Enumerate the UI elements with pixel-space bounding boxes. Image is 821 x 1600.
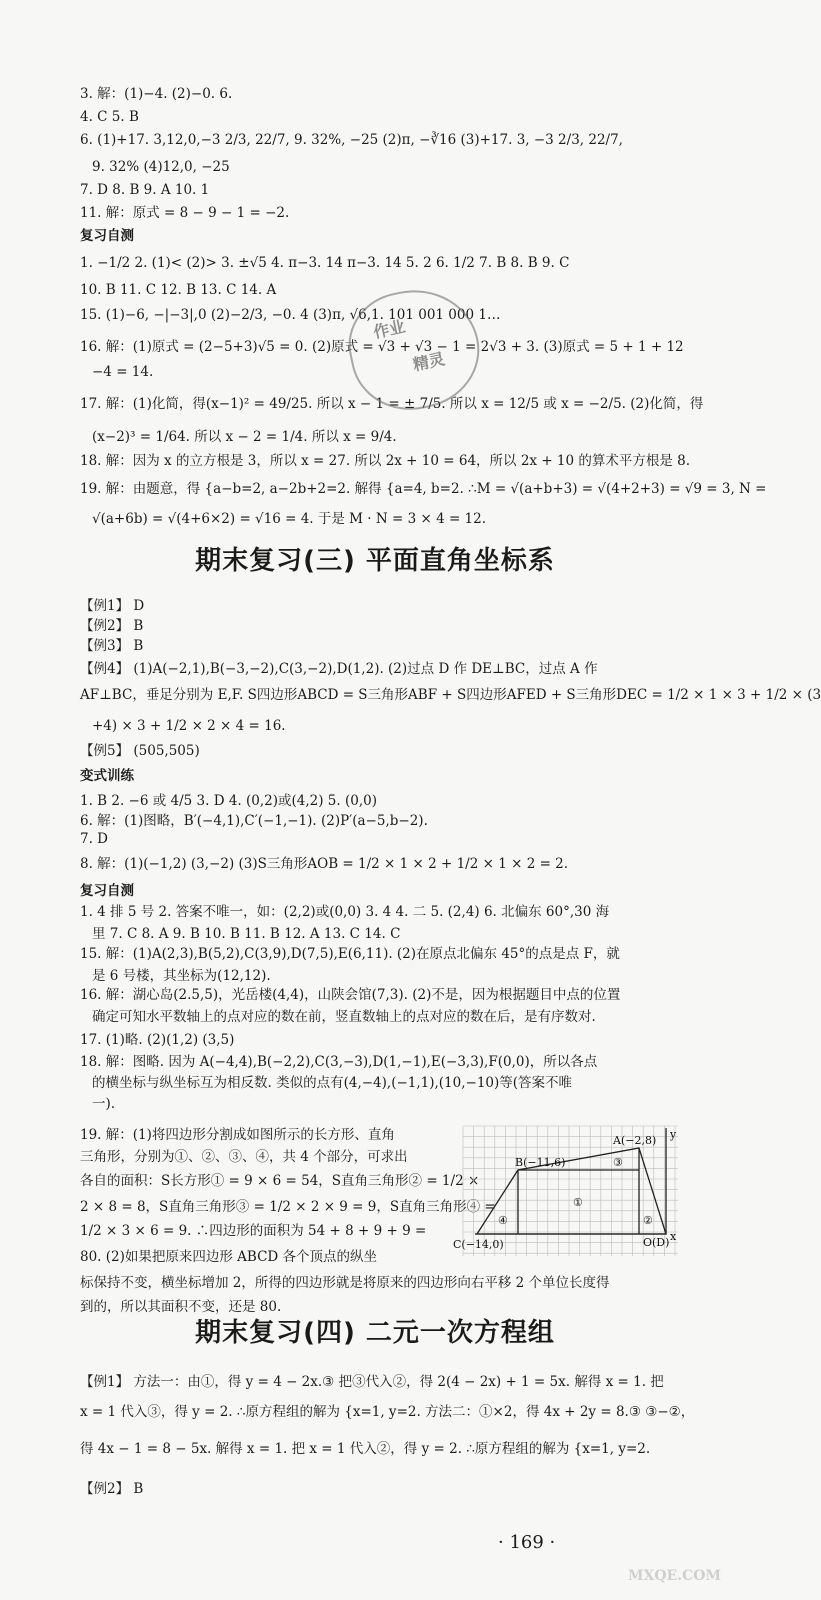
sec3-line: 6. 解：(1)图略，B′(−4,1),C′(−1,−1). (2)P′(a−5,b−2). bbox=[80, 813, 428, 829]
sec3-line: 确定可知水平数轴上的点对应的数在前，竖直数轴上的点对应的数在后，是有序数对. bbox=[92, 1009, 596, 1025]
sec3-line: 各自的面积：S长方形① = 9 × 6 = 54，S直角三角形② = 1/2 × bbox=[80, 1173, 480, 1189]
sec1-line: 复习自测 bbox=[80, 228, 134, 244]
sec3-line: 2 × 8 = 8，S直角三角形③ = 1/2 × 2 × 9 = 9，S直角三角形④ = bbox=[80, 1199, 496, 1215]
sec4-line: 得 4x − 1 = 8 − 5x. 解得 x = 1. 把 x = 1 代入②，得 y = 2. ∴原方程组的解为 {x=1, y=2. bbox=[80, 1441, 651, 1457]
label-C: C(−14,0) bbox=[453, 1238, 504, 1251]
sec3-line: 的横坐标与纵坐标互为相反数. 类似的点有(4,−4),(−1,1),(10,−10)等(答案不唯 bbox=[92, 1075, 573, 1091]
sec3-line: 【例1】 D bbox=[80, 598, 145, 614]
sec1-line: (x−2)³ = 1/64. 所以 x − 2 = 1/4. 所以 x = 9/4. bbox=[92, 429, 397, 445]
sec1-line: −4 = 14. bbox=[92, 364, 154, 380]
sec1-line: 3. 解：(1)−4. (2)−0. 6. bbox=[80, 86, 233, 102]
sec1-line: 7. D 8. B 9. A 10. 1 bbox=[80, 182, 210, 198]
sec3-line: 15. 解：(1)A(2,3),B(5,2),C(3,9),D(7,5),E(6,11). (2)在原点北偏东 45°的点是点 F，就 bbox=[80, 946, 620, 962]
section-heading-4: 期末复习(四) 二元一次方程组 bbox=[195, 1318, 555, 1348]
sec3-line: 【例2】 B bbox=[80, 618, 144, 634]
sec1-line: 15. (1)−6, −|−3|,0 (2)−2/3, −0. 4 (3)π, √6,1. 101 001 000 1… bbox=[80, 307, 501, 323]
sec3-line: 1/2 × 3 × 6 = 9. ∴四边形的面积为 54 + 8 + 9 + 9 = bbox=[80, 1223, 427, 1239]
sec3-line: 复习自测 bbox=[80, 883, 134, 899]
sec3-line: 8. 解：(1)(−1,2) (3,−2) (3)S三角形AOB = 1/2 × 1 × 2 + 1/2 × 1 × 2 = 2. bbox=[80, 856, 569, 872]
watermark-logo bbox=[620, 1538, 740, 1588]
section-heading-3: 期末复习(三) 平面直角坐标系 bbox=[195, 546, 555, 576]
region-4: ④ bbox=[498, 1214, 508, 1227]
page-number: · 169 · bbox=[498, 1532, 556, 1553]
sec3-line: 80. (2)如果把原来四边形 ABCD 各个顶点的纵坐 bbox=[80, 1249, 378, 1265]
label-y: y bbox=[670, 1128, 677, 1141]
sec3-line: 1. B 2. −6 或 4/5 3. D 4. (0,2)或(4,2) 5. (0,0) bbox=[80, 793, 377, 809]
sec1-line: 6. (1)+17. 3,12,0,−3 2/3, 22/7, 9. 32%, −25 (2)π, −∛16 (3)+17. 3, −3 2/3, 22/7, bbox=[80, 132, 623, 148]
label-A: A(−2,8) bbox=[613, 1134, 657, 1147]
region-3: ③ bbox=[613, 1156, 623, 1169]
stamp-text-1: 作业 bbox=[371, 316, 407, 342]
sec3-line: AF⊥BC，垂足分别为 E,F. S四边形ABCD = S三角形ABF + S四边形AFED + S三角形DEC = 1/2 × 1 × 3 + 1/2 × (3 bbox=[80, 687, 821, 703]
sec1-line: 11. 解：原式 = 8 − 9 − 1 = −2. bbox=[80, 205, 290, 221]
sec3-line: 【例3】 B bbox=[80, 638, 144, 654]
sec3-line: 里 7. C 8. A 9. B 10. B 11. B 12. A 13. C 14. C bbox=[92, 926, 401, 942]
region-1: ① bbox=[573, 1196, 583, 1209]
sec4-line: x = 1 代入③，得 y = 2. ∴原方程组的解为 {x=1, y=2. 方法二：①×2，得 4x + 2y = 8.③ ③−②， bbox=[80, 1404, 695, 1420]
sec3-line: 【例4】 (1)A(−2,1),B(−3,−2),C(3,−2),D(1,2). (2)过点 D 作 DE⊥BC，过点 A 作 bbox=[80, 661, 598, 677]
sec1-line: 10. B 11. C 12. B 13. C 14. A bbox=[80, 282, 277, 298]
sec1-line: 18. 解：因为 x 的立方根是 3，所以 x = 27. 所以 2x + 10 = 64，所以 2x + 10 的算术平方根是 8. bbox=[80, 453, 691, 469]
sec1-line: 4. C 5. B bbox=[80, 109, 139, 125]
sec1-line: 19. 解：由题意，得 {a−b=2, a−2b+2=2. 解得 {a=4, b=2. ∴M = √(a+b+3) = √(4+2+3) = √9 = 3, N = bbox=[80, 481, 767, 497]
sec3-line: 16. 解：湖心岛(2.5,5)，光岳楼(4,4)，山陕会馆(7,3). (2)不是，因为根据题目中点的位置 bbox=[80, 987, 621, 1003]
sec1-line: 17. 解：(1)化简，得(x−1)² = 49/25. 所以 x − 1 = ± 7/5. 所以 x = 12/5 或 x = −2/5. (2)化简，得 bbox=[80, 396, 704, 412]
sec1-line: 9. 32% (4)12,0, −25 bbox=[92, 159, 230, 175]
label-OD: O(D) bbox=[643, 1236, 670, 1249]
stamp-text-2: 精灵 bbox=[411, 349, 447, 375]
sec1-line: 1. −1/2 2. (1)< (2)> 3. ±√5 4. π−3. 14 π−3. 14 5. 2 6. 1/2 7. B 8. B 9. C bbox=[80, 255, 570, 271]
region-2: ② bbox=[643, 1214, 653, 1227]
label-B: B(−11,6) bbox=[515, 1156, 566, 1169]
sec3-line: 【例5】 (505,505) bbox=[80, 743, 200, 759]
quadrilateral-figure bbox=[453, 1126, 678, 1276]
sec3-line: 19. 解：(1)将四边形分割成如图所示的长方形、直角 bbox=[80, 1127, 395, 1143]
sec3-line: 到的，所以其面积不变，还是 80. bbox=[80, 1299, 282, 1315]
sec3-line: 7. D bbox=[80, 831, 108, 847]
sec1-line: √(a+6b) = √(4+6×2) = √16 = 4. 于是 M · N = 3 × 4 = 12. bbox=[92, 511, 487, 527]
sec3-line: 标保持不变，横坐标增加 2，所得的四边形就是将原来的四边形向右平移 2 个单位长度得 bbox=[80, 1275, 610, 1291]
sec3-line: 三角形，分别为①、②、③、④，共 4 个部分，可求出 bbox=[80, 1149, 408, 1165]
sec3-line: 是 6 号楼，其坐标为(12,12). bbox=[92, 968, 271, 984]
sec4-line: 【例2】 B bbox=[80, 1481, 144, 1497]
sec4-line: 【例1】 方法一：由①，得 y = 4 − 2x.③ 把③代入②，得 2(4 − 2x) + 1 = 5x. 解得 x = 1. 把 bbox=[80, 1374, 664, 1390]
sec3-line: 变式训练 bbox=[80, 768, 134, 784]
sec3-line: 17. (1)略. (2)(1,2) (3,5) bbox=[80, 1032, 235, 1048]
sec3-line: +4) × 3 + 1/2 × 2 × 4 = 16. bbox=[92, 718, 286, 734]
sec3-line: 1. 4 排 5 号 2. 答案不唯一，如：(2,2)或(0,0) 3. 4 4. 二 5. (2,4) 6. 北偏东 60°,30 海 bbox=[80, 904, 610, 920]
sec3-line: 一). bbox=[92, 1096, 116, 1112]
label-x: x bbox=[670, 1230, 677, 1243]
sec3-line: 18. 解：图略. 因为 A(−4,4),B(−2,2),C(3,−3),D(1,−1),E(−3,3),F(0,0)，所以各点 bbox=[80, 1054, 598, 1070]
watermark-text: MXQE.COM bbox=[628, 1568, 721, 1584]
sec1-line: 16. 解：(1)原式 = (2−5+3)√5 = 0. (2)原式 = √3 + √3 − 1 = 2√3 + 3. (3)原式 = 5 + 1 + 12 bbox=[80, 339, 684, 355]
